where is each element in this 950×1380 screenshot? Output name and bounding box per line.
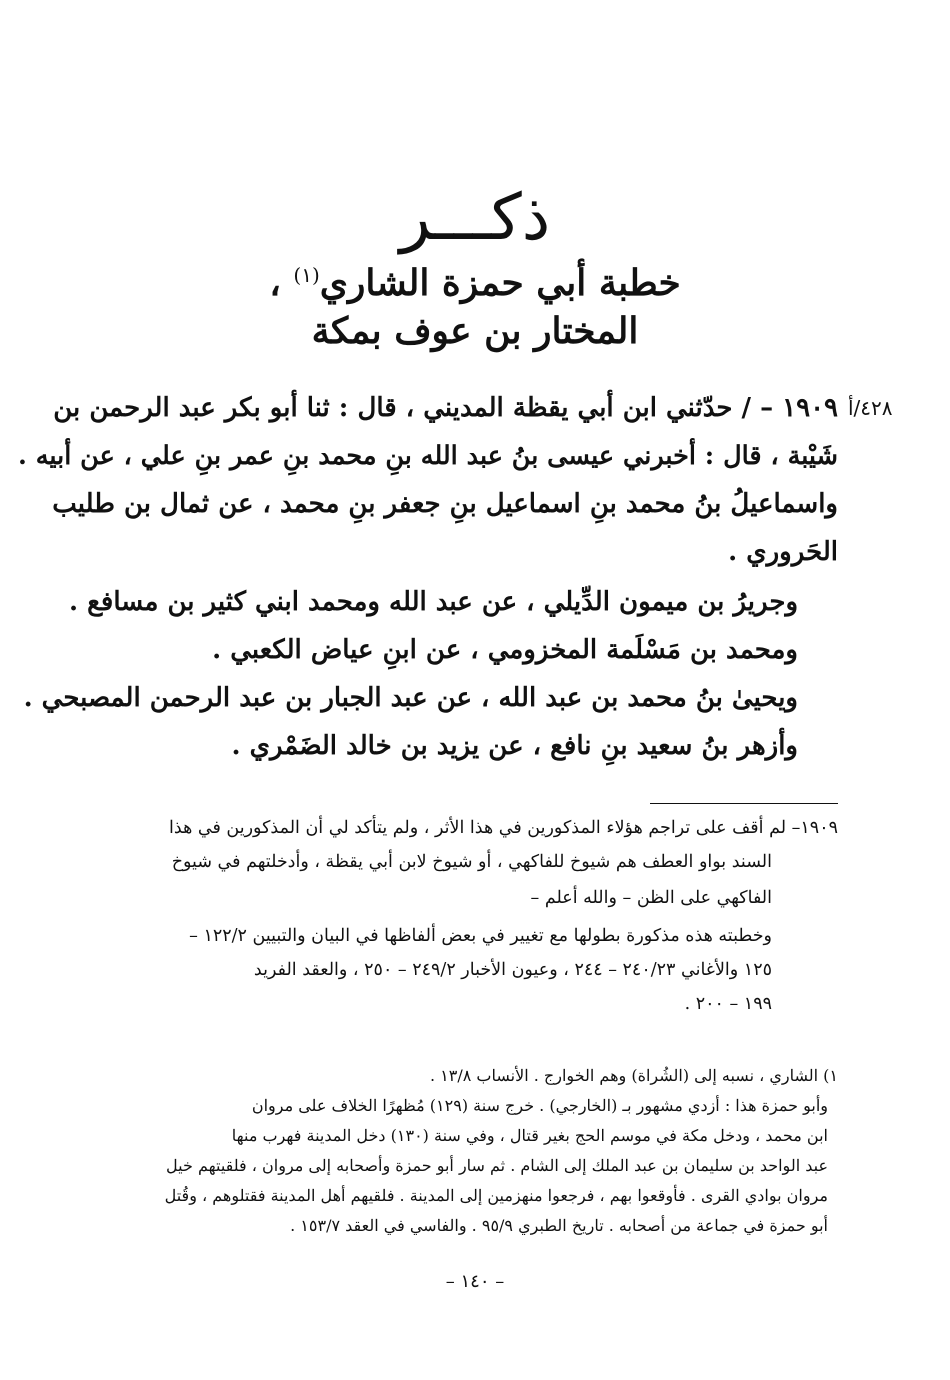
hadith-line: شَيْبة ، قال : أخبرني عيسى بنُ عبد الله بنِ محمد بنِ عمر بنِ علي ، عن أبيه . (18, 441, 838, 471)
manuscript-folio-reference: ٤٢٨/أ (848, 396, 893, 420)
note-line: أبو حمزة في جماعة من أصحابه . تاريخ الطبري ٩٥/٩ . والفاسي في العقد ١٥٣/٧ . (290, 1216, 828, 1235)
footnote-line: وخطبته هذه مذكورة بطولها مع تغيير في بعض ألفاظها في البيان والتبيين ١٢٢/٢ – (189, 926, 772, 946)
footnote-line: السند بواو العطف هم شيوخ للفاكهي ، أو شيوخ لابن أبي يقظة ، وأدخلتهم في شيوخ (171, 852, 772, 872)
note-line: عبد الواحد بن سليمان بن عبد الملك إلى الشام . ثم سار أبو حمزة وأصحابه إلى مروان ، فلقيتهم خيل (166, 1156, 828, 1175)
hadith-line: وأزهر بنُ سعيد بنِ نافع ، عن يزيد بن خالد الضَمْري . (231, 731, 798, 761)
footnote-divider (650, 803, 838, 804)
footnote-line: ١٢٥ والأغاني ٢٤٠/٢٣ – ٢٤٤ ، وعيون الأخبار ٢٤٩/٢ – ٢٥٠ ، والعقد الفريد (253, 960, 772, 980)
note-line: ابن محمد ، ودخل مكة في موسم الحج بغير قتال ، وفي سنة (١٣٠) دخل المدينة فهرب منها (231, 1126, 828, 1145)
note-line: مروان بوادي القرى . فأوقعوا بهم ، فرجعوا منهزمين إلى المدينة . فلقيهم أهل المدينة فقتلوهم ، وقُتل (164, 1186, 828, 1205)
note-line: ١) الشاري ، نسبه إلى (الشُراة) وهم الخوارج . الأنساب ١٣/٨ . (430, 1066, 838, 1085)
hadith-line: الحَروري . (728, 537, 838, 567)
note-line: وأبو حمزة هذا : أزدي مشهور بـ (الخارجي) . خرج سنة (١٢٩) مُظهرًا الخلاف على مروان (251, 1096, 828, 1115)
section-title-line-1 (0, 252, 950, 306)
footnote-line: ١٩٩ – ٢٠٠ . (684, 994, 772, 1014)
footnote-line: الفاكهي على الظن – والله أعلم – (530, 888, 772, 908)
hadith-line: واسماعيلُ بنُ محمد بنِ اسماعيل بنِ جعفر بنِ محمد ، عن ثمال بن طليب (52, 489, 838, 519)
section-title-line-2: المختار بن عوف بمكة (311, 310, 639, 352)
footnote-marker: (١) (293, 263, 320, 287)
footnote-line: ١٩٠٩– لم أقف على تراجم هؤلاء المذكورين في هذا الأثر ، ولم يتأكد لي أن المذكورين في هذا (169, 818, 838, 838)
title-text: خطبة أبي حمزة الشاري (319, 262, 681, 304)
hadith-line: ومحمد بن مَسْلَمة المخزومي ، عن ابنِ عياض الكعبي . (212, 635, 798, 665)
title-separator: ، (269, 262, 281, 304)
hadith-line: وجريرُ بن ميمون الدِّيلي ، عن عبد الله ومحمد ابني كثير بن مسافع . (68, 587, 798, 617)
page-number: – ١٤٠ – (445, 1271, 505, 1292)
section-heading: ذكـــر (399, 181, 551, 255)
hadith-line: ويحيىٰ بنُ محمد بن عبد الله ، عن عبد الجبار بن عبد الرحمن المصبحي . (23, 683, 798, 713)
hadith-line: ١٩٠٩ – / حدّثني ابن أبي يقظة المديني ، قال : ثنا أبو بكر عبد الرحمن بن (53, 393, 838, 423)
